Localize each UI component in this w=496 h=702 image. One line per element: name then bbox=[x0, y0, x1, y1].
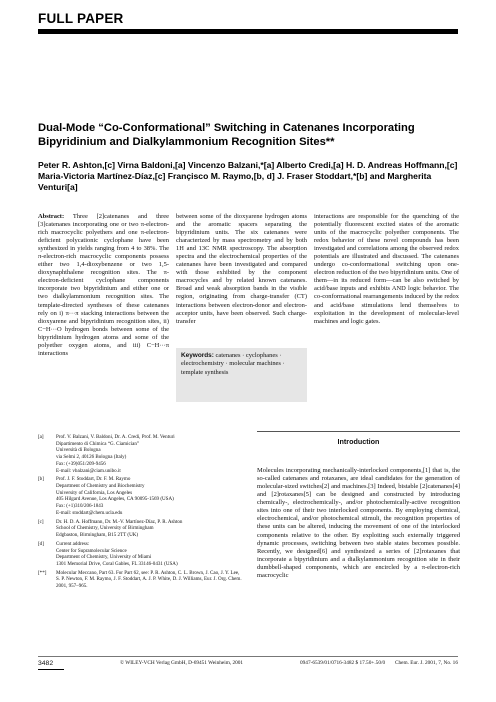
introduction-text: Molecules incorporating mechanically-interlocked components,[1] that is, the so-called catenanes and rotaxanes, are ideal candidates for the generation of molecular-sized switches[2] and machines.[3] Indeed, bistable [2]catenanes[4] and [2]rotaxanes[5] can be designed and constructed by introducing chemically-, electrochemically-, and/or photochemically-active recognition sites into one of their two interlocked components. By employing chemical, electrochemical, and/or photochemical stimuli, the recognition properties of these units can be altered, inducing the movement of one of the interlocked components relative to the other. By exploiting such externally triggered dynamic processes, switching between two stable states becomes possible. Recently, we designed[6] and synthesized a series of [2]rotaxanes that incorporate a bipyridinium and a dialkylammonium recognition site in their dumbbell-shaped components, which are encircled by a π-electron-rich macrocyclic bbox=[257, 467, 460, 579]
affiliation-line: Prof. V. Balzani, V. Baldoni, Dr. A. Credi, Prof. M. Venturi bbox=[56, 434, 175, 440]
paper-title: Dual-Mode “Co-Conformational” Switching in Catenanes Incorporating Bipyridinium and Dialkylammonium Recognition Sites** bbox=[38, 122, 415, 148]
affiliation-line: Università di Bologna bbox=[56, 447, 101, 454]
abstract-text-3: interactions are responsible for the quenching of the potentially fluorescent excited states of the aromatic units of the macrocyclic polyether components. The redox behavior of these novel compounds has been investigated and correlations among the observed redox potentials are illustrated and discussed. The catenanes undergo co-conformational switching upon one-electron reduction of the two bipyridinium units. One of them—in its reduced form—can be also switched by acid/base inputs and exhibits AND logic behavior. The co-conformational rearrangements induced by the redox and acid/base stimulations lend themselves to exploitation in the development of molecular-level machines and logic gates. bbox=[314, 213, 459, 325]
affiliation-line: Fax: (+39)051/209-9456 bbox=[56, 460, 106, 467]
affiliation-line: Department of Chemistry, University of Miami bbox=[56, 554, 152, 561]
affiliation-tag: [d] bbox=[38, 540, 44, 547]
affiliation-block bbox=[38, 434, 243, 474]
page-number: 3482 bbox=[38, 660, 54, 667]
affiliation-line: Center for Supramolecular Science bbox=[56, 547, 127, 554]
affiliation-line: Prof. J. F. Stoddart, Dr. F. M. Raymo bbox=[56, 476, 131, 483]
page-number-rule bbox=[38, 669, 64, 670]
affiliation-line: E-mail: stoddart@chem.ucla.edu bbox=[56, 509, 123, 516]
affiliation-line: Dr. H. D. A. Hoffmann, Dr. M.-V. Martínez-Díaz, P. R. Ashton bbox=[56, 518, 183, 525]
affiliation-line: Fax: (+1)310/206-1843 bbox=[56, 503, 104, 510]
affiliation-line: Dipartimento di Chimica “G. Ciamician” bbox=[56, 440, 140, 447]
abstract-text-2: between some of the dioxyarene hydrogen atoms and the aromatic spacers separating the bipyridinium units. The six catenanes were characterized by mass spectrometry and by both 1H and 13C NMR spectroscopy. The absorption spectra and the electrochemical properties of the catenanes have been investigated and compared with those exhibited by the component macrocycles and by related known catenanes. Broad and weak absorption bands in the visible region, originating from charge-transfer (CT) interactions between electron-donor and electron-acceptor units, have been observed. Such charge-transfer bbox=[176, 213, 307, 325]
affiliation-tag: [a] bbox=[38, 434, 44, 440]
issn-line: 0947-6539/01/0716-3482 $ 17.50+.50/0 bbox=[300, 660, 386, 666]
affiliation-line: Current address: bbox=[56, 540, 90, 547]
keywords-text: catenanes · cyclophanes · electrochemistry · molecular machines · template synthesis bbox=[181, 352, 285, 376]
affiliation-line: E-mail: vbalzani@ciam.unibo.it bbox=[56, 467, 121, 474]
affiliation-tag: [b] bbox=[38, 476, 44, 483]
affiliation-line: Department of Chemistry and Biochemistry bbox=[56, 483, 145, 490]
abstract-label: Abstract: bbox=[38, 213, 65, 220]
affiliation-block bbox=[38, 476, 243, 516]
affiliation-tag: [c] bbox=[38, 518, 44, 525]
intro-rule bbox=[257, 431, 460, 432]
affiliation-tag: [**] bbox=[38, 569, 47, 576]
section-label: FULL PAPER bbox=[38, 11, 124, 26]
affiliation-line: via Selmi 2, 40126 Bologna (Italy) bbox=[56, 454, 127, 461]
keywords-label: Keywords: bbox=[181, 352, 214, 359]
footer-rule bbox=[38, 656, 458, 657]
author-list: Peter R. Ashton,[c] Virna Baldoni,[a] Vincenzo Balzani,*[a] Alberto Credi,[a] H. D. Andreas Hoffmann,[c] Maria-Victoria Martínez-Díaz,[c] Françisco M. Raymo,[b, d] J. Fraser Stoddart,*[b] and Margherita Venturi[a] bbox=[38, 160, 458, 192]
affiliation-line: University of California, Los Angeles bbox=[56, 489, 133, 496]
abstract-text-1: Three [2]catenanes and three [3]catenanes incorporating one or two π-electron-rich macrocyclic polyethers and one π-electron-deficient polycationic cyclophane have been synthesized in yields ranging from 4 to 38%. The π-electron-rich macrocyclic components possess either two 1,4-dioxybenzene or two 1,5-dioxynaphthalene recognition sites. The π-electron-deficient cyclophane components incorporate two bipyridinium and either one or two dialkylammonium recognition sites. The template-directed syntheses of these catenanes rely on i) π···π stacking interactions between the dioxyarene and bipyridinium recognition sites, ii) C−H···O hydrogen bonds between some of the bipyridinium hydrogen atoms and some of the polyether oxygen atoms, and iii) C−H···π interactions bbox=[38, 213, 169, 357]
abstract-column-3 bbox=[314, 213, 459, 326]
keywords-box bbox=[176, 348, 307, 402]
affiliations bbox=[38, 434, 243, 592]
abstract-column-2 bbox=[176, 213, 307, 326]
affiliation-block bbox=[38, 519, 243, 539]
affiliation-line: Molecular Meccano, Part 63. For Part 62, see: P. R. Ashton, C. L. Brown, J. Cao, J. Y. Lee, S. P. Newton, F. M. Raymo, J. F. Stoddart, A. J. P. White, D. J. Williams, Eur. J. Org. Chem. 2001, 957–965. bbox=[56, 569, 242, 590]
header-rule bbox=[38, 29, 458, 34]
affiliation-line: 405 Hilgard Avenue, Los Angeles, CA 90095-1569 (USA) bbox=[56, 496, 174, 503]
publisher-line: © WILEY-VCH Verlag GmbH, D-69451 Weinheim, 2001 bbox=[120, 660, 244, 666]
affiliation-block bbox=[38, 570, 243, 590]
introduction-heading: Introduction bbox=[337, 437, 380, 446]
affiliation-line: Edgbaston, Birmingham, B15 2TT (UK) bbox=[56, 532, 139, 539]
affiliation-block bbox=[38, 541, 243, 568]
abstract-column-1 bbox=[38, 213, 169, 358]
affiliation-line: School of Chemistry, University of Birmingham bbox=[56, 525, 154, 532]
affiliation-line: 1301 Memorial Drive, Coral Gables, FL 33146-0431 (USA) bbox=[56, 560, 178, 567]
journal-citation: Chem. Eur. J. 2001, 7, No. 16 bbox=[395, 660, 458, 666]
